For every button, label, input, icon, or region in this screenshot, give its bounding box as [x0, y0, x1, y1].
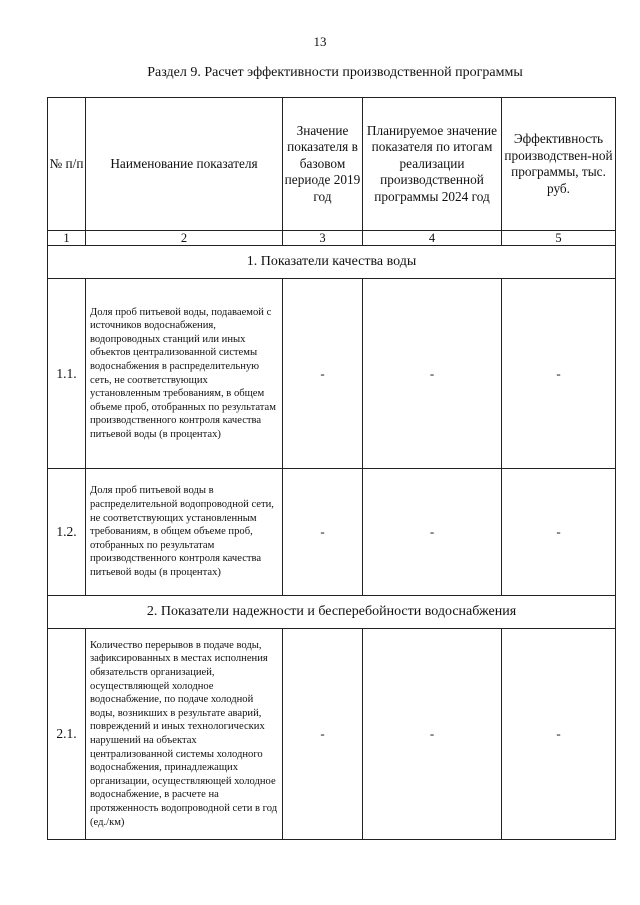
table-row [48, 469, 616, 596]
row-efficiency-value: - [502, 469, 616, 596]
row-index: 2.1. [48, 629, 86, 840]
column-number: 5 [502, 231, 616, 246]
section-heading-reliability: 2. Показатели надежности и бесперебойности водоснабжения [48, 596, 616, 629]
header-base-value: Значение показателя в базовом периоде 2019 год [283, 98, 363, 231]
row-planned-value: - [363, 279, 502, 469]
row-indicator-name: Доля проб питьевой воды в распределительной водопроводной сети, не соответствующих установленным требованиям, в общем объеме проб, отобранных по результатам производственного контроля качества питьевой воды (в процентах) [86, 469, 283, 596]
row-efficiency-value: - [502, 629, 616, 840]
header-efficiency: Эффективность производствен-ной программы, тыс. руб. [502, 98, 616, 231]
header-planned-value: Планируемое значение показателя по итогам реализации производственной программы 2024 год [363, 98, 502, 231]
efficiency-table [47, 97, 616, 840]
column-number: 4 [363, 231, 502, 246]
page-number: 13 [313, 34, 327, 49]
section-header-row [48, 246, 616, 279]
table-row [48, 629, 616, 840]
section-header-row [48, 596, 616, 629]
column-number: 2 [86, 231, 283, 246]
section-heading-water-quality: 1. Показатели качества воды [48, 246, 616, 279]
column-number: 3 [283, 231, 363, 246]
row-index: 1.2. [48, 469, 86, 596]
table-header-row [48, 98, 616, 231]
row-planned-value: - [363, 629, 502, 840]
row-planned-value: - [363, 469, 502, 596]
header-indicator-name: Наименование показателя [86, 98, 283, 231]
column-number-row [48, 231, 616, 246]
section-title: Раздел 9. Расчет эффективности производственной программы [147, 65, 523, 80]
row-efficiency-value: - [502, 279, 616, 469]
column-number: 1 [48, 231, 86, 246]
header-number: № п/п [48, 98, 86, 231]
row-base-value: - [283, 279, 363, 469]
table-row [48, 279, 616, 469]
row-index: 1.1. [48, 279, 86, 469]
row-indicator-name: Доля проб питьевой воды, подаваемой с источников водоснабжения, водопроводных станций или иных объектов централизованной системы водоснабжения в распределительную сеть, не соответствующих установленным требованиям, в общем объеме проб, отобранных по результатам производственного контроля качества питьевой воды (в процентах) [86, 279, 283, 469]
row-base-value: - [283, 469, 363, 596]
row-indicator-name: Количество перерывов в подаче воды, зафиксированных в местах исполнения обязательств организацией, осуществляющей холодное водоснабжение, по подаче холодной воды, возникших в результате аварий, повреждений и иных технологических нарушений на объектах централизованной системы холодного водоснабжения, принадлежащих организации, осуществляющей холодное водоснабжение, в расчете на протяженность водопроводной сети в год (ед./км) [86, 629, 283, 840]
row-base-value: - [283, 629, 363, 840]
